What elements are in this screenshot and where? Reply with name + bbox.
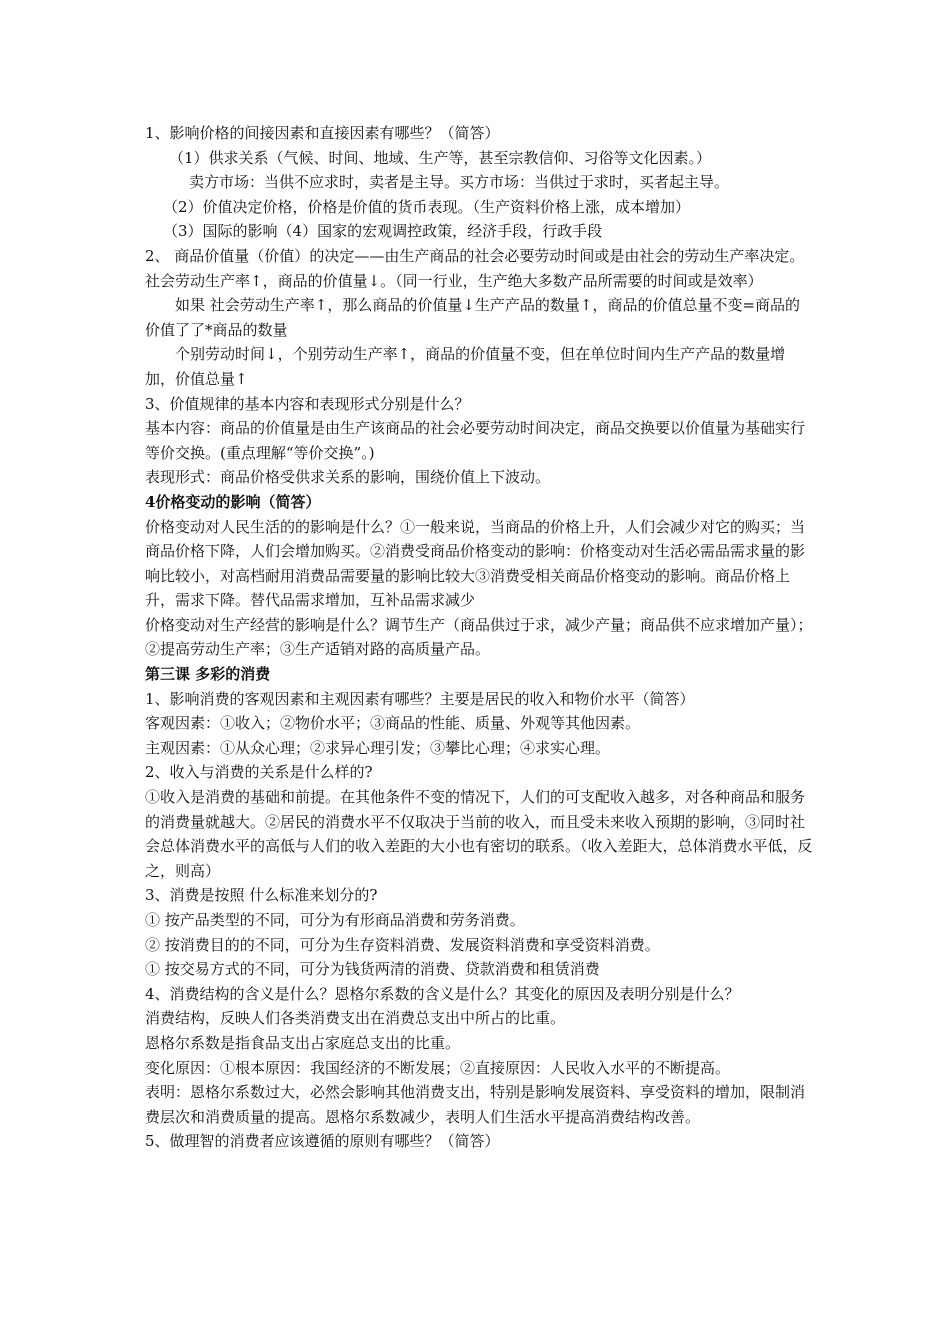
paragraph: 卖方市场：当供不应求时，卖者是主导。买方市场：当供过于求时，买者起主导。 <box>189 173 730 192</box>
question-heading: 2、收入与消费的关系是什么样的? <box>145 763 373 782</box>
list-item: ① 按产品类型的不同，可分为有形商品消费和劳务消费。 <box>145 911 525 929</box>
question-3-heading: 3、价值规律的基本内容和表现形式分别是什么？ <box>145 394 470 413</box>
paragraph: （2）价值决定价格，价格是价值的货币表现。（生产资料价格上涨，成本增加） <box>163 197 691 216</box>
paragraph: 个别劳动时间↓，个别劳动生产率↑，商品的价值量不变，但在单位时间内生产产品的数量增加，价值总量↑ <box>145 345 786 388</box>
paragraph: 如果 社会劳动生产率↑，那么商品的价值量↓生产产品的数量↑，商品的价值总量不变=商品的价值了了*商品的数量 <box>145 296 801 339</box>
question-heading: 1、影响消费的客观因素和主观因素有哪些？主要是居民的收入和物价水平（简答） <box>145 689 695 708</box>
paragraph: 主观因素：①从众心理；②求异心理引发；③攀比心理；④求实心理。 <box>145 738 611 757</box>
paragraph: 表现形式：商品价格受供求关系的影响，围绕价值上下波动。 <box>145 468 551 487</box>
paragraph: 基本内容：商品的价值量是由生产该商品的社会必要劳动时间决定，商品交换要以价值量为基础实行等价交换。(重点理解“等价交换”。) <box>145 419 806 462</box>
list-item: ① 按交易方式的不同，可分为钱货两清的消费、贷款消费和租赁消费 <box>145 960 600 979</box>
question-heading: 4、消费结构的含义是什么？恩格尔系数的含义是什么？其变化的原因及表明分别是什么？ <box>145 984 740 1003</box>
paragraph: 消费结构，反映人们各类消费支出在消费总支出中所占的比重。 <box>145 1009 566 1028</box>
question-2-paragraph: 2、 商品价值量（价值）的决定——由生产商品的社会必要劳动时间或是由社会的劳动生产率决定。社会劳动生产率↑，商品的价值量↓。（同一行业，生产绝大多数产品所需要的时间或是效率） <box>145 246 805 290</box>
paragraph: （1）供求关系（气候、时间、地域、生产等，甚至宗教信仰、习俗等文化因素。） <box>169 148 712 167</box>
question-heading: 3、消费是按照 什么标准来划分的? <box>145 886 378 905</box>
paragraph: 变化原因：①根本原因：我国经济的不断发展；②直接原因：人民收入水平的不断提高。 <box>145 1058 731 1077</box>
section-heading-price-change: 4价格变动的影响（简答） <box>145 492 321 511</box>
paragraph: 表明：恩格尔系数过大，必然会影响其他消费支出，特别是影响发展资料、享受资料的增加，限制消费层次和消费质量的提高。恩格尔系数减少，表明人们生活水平提高消费结构改善。 <box>145 1083 806 1126</box>
lesson-3-title: 第三课 多彩的消费 <box>145 665 271 684</box>
paragraph: （3）国际的影响（4）国家的宏观调控政策，经济手段，行政手段 <box>163 222 603 241</box>
paragraph: 价格变动对人民生活的的影响是什么？①一般来说，当商品的价格上升，人们会减少对它的购买；当商品价格下降，人们会增加购买。②消费受商品价格变动的影响：价格变动对生活必需品需求量的影响比较小，对高档耐用消费品需要量的影响比较大③消费受相关商品价格变动的影响。商品价格上升，需求下降。替代品需求增加，互补品需求减少 <box>145 517 806 610</box>
paragraph: 客观因素：①收入；②物价水平；③商品的性能、质量、外观等其他因素。 <box>145 714 641 733</box>
question-1-heading: 1、影响价格的间接因素和直接因素有哪些？（简答） <box>145 124 500 142</box>
paragraph: ①收入是消费的基础和前提。在其他条件不变的情况下，人们的可支配收入越多，对各种商品和服务的消费量就越大。②居民的消费水平不仅取决于当前的收入，而且受未来收入预期的影响，③同时社会总体消费水平的高低与人们的收入差距的大小也有密切的联系。（收入差距大，总体消费水平低，反之，则高） <box>145 788 813 880</box>
paragraph: 价格变动对生产经营的影响是什么？调节生产（商品供过于求，减少产量；商品供不应求增加产量）；②提高劳动生产率；③生产适销对路的高质量产品。 <box>145 615 813 659</box>
document-body <box>145 121 813 1154</box>
question-heading: 5、做理智的消费者应该遵循的原则有哪些？（简答） <box>145 1132 500 1151</box>
paragraph: 恩格尔系数是指食品支出占家庭总支出的比重。 <box>145 1033 461 1052</box>
list-item: ② 按消费目的的不同，可分为生存资料消费、发展资料消费和享受资料消费。 <box>145 935 660 954</box>
